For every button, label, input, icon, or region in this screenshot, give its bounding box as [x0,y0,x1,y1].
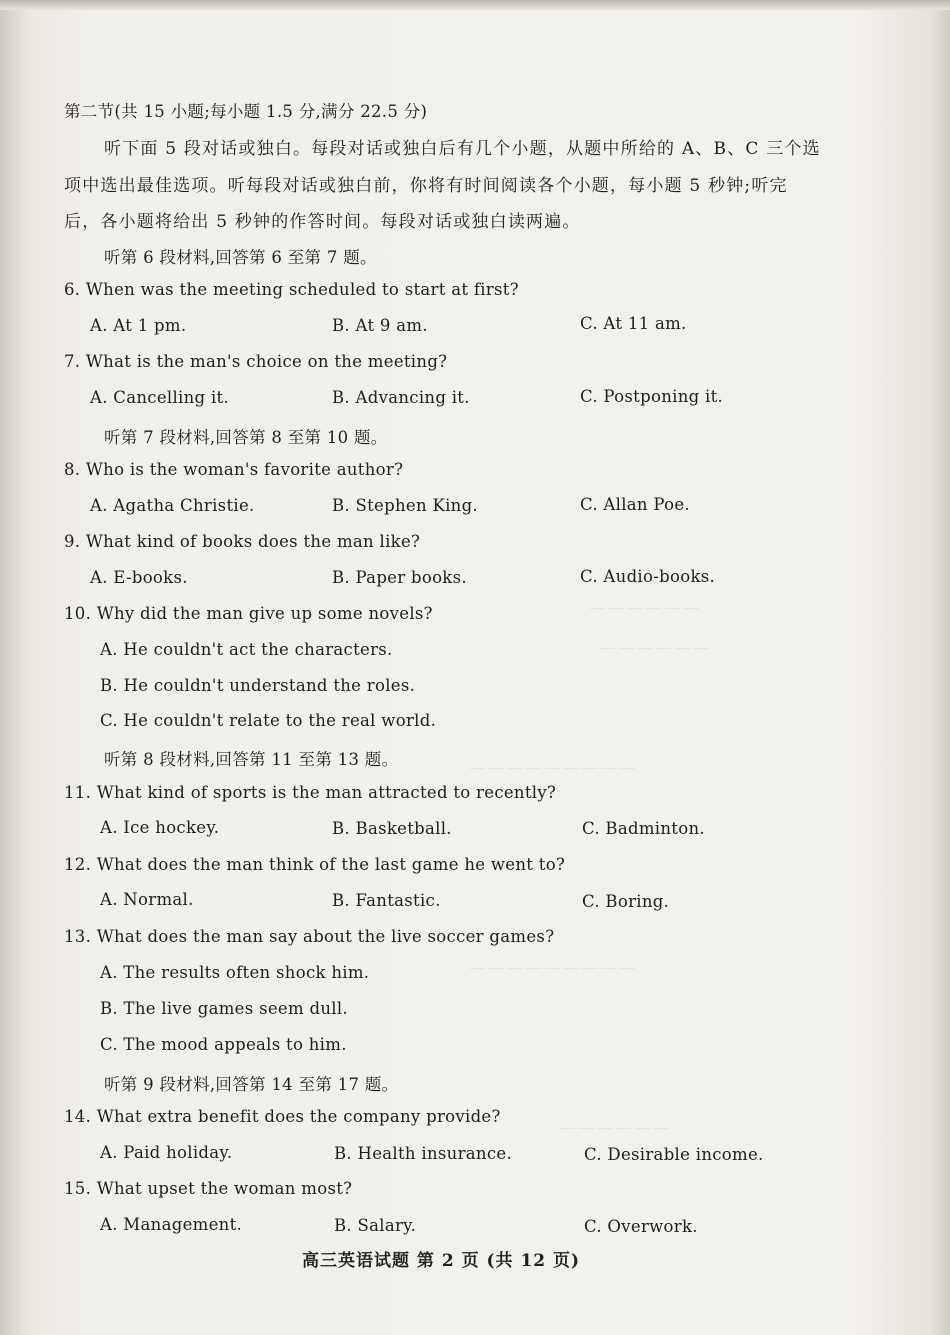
question-text: Who is the woman's favorite author? [85,460,404,479]
question-text: What does the man think of the last game he went to? [96,855,566,874]
question-number: 9. [64,532,81,551]
question-text: What is the man's choice on the meeting? [85,352,448,371]
question-number: 14. [64,1107,92,1126]
option-a: A. Paid holiday. [100,1143,233,1162]
instruction-line-3: 后，各小题将给出 5 秒钟的作答时间。每段对话或独白读两遍。 [64,212,581,232]
question-text: What upset the woman most? [96,1179,353,1198]
option-c: C. Boring. [582,892,670,911]
option-a: A. Normal. [100,890,194,909]
section-title: 第二节(共 15 小题;每小题 1.5 分,满分 22.5 分) [64,102,428,121]
question-text: Why did the man give up some novels? [96,604,433,623]
group-label: 听第 7 段材料,回答第 8 至第 10 题。 [104,428,388,447]
question-number: 10. [64,604,92,623]
option-b: B. Paper books. [332,568,467,587]
question-number: 11. [64,783,92,802]
option-c: C. He couldn't relate to the real world. [100,711,437,730]
option-c: C. Desirable income. [584,1145,764,1164]
question-9 [64,532,420,551]
question-text: When was the meeting scheduled to start at first? [85,280,519,299]
option-c: C. The mood appeals to him. [100,1035,347,1054]
bleed-through-mark: — — — — — — [560,1120,669,1136]
question-number: 13. [64,927,92,946]
option-b: B. Salary. [334,1216,417,1235]
question-6 [64,280,519,299]
question-8 [64,460,403,479]
bleed-through-mark: — — — — — — [600,640,709,656]
option-b: B. He couldn't understand the roles. [100,676,416,695]
option-b: B. At 9 am. [332,316,428,335]
question-7 [64,352,447,371]
question-text: What kind of books does the man like? [85,532,421,551]
option-c: C. At 11 am. [580,314,687,333]
option-c: C. Postponing it. [580,387,724,406]
question-15 [64,1179,352,1198]
option-a: A. The results often shock him. [100,963,370,982]
page-footer: 高三英语试题 第 2 页 (共 12 页) [302,1251,581,1271]
option-b: B. Fantastic. [332,891,441,910]
group-label: 听第 8 段材料,回答第 11 至第 13 题。 [104,750,399,769]
option-a: A. Management. [100,1215,243,1234]
question-11 [64,783,556,802]
scan-edge [0,0,950,10]
question-number: 6. [64,280,81,299]
question-13 [64,927,554,946]
option-b: B. Advancing it. [332,388,470,407]
option-a: A. At 1 pm. [90,316,187,335]
question-number: 8. [64,460,81,479]
option-a: A. He couldn't act the characters. [100,640,393,659]
bleed-through-mark: — — — — — — [590,600,699,616]
option-b: B. The live games seem dull. [100,999,348,1018]
option-a: A. Ice hockey. [100,818,220,837]
option-b: B. Stephen King. [332,496,478,515]
option-a: A. E-books. [90,568,188,587]
question-number: 7. [64,352,81,371]
bleed-through-mark: — — — — — — — — — [470,760,635,776]
bleed-through-mark: — — — — — — — — — [470,960,635,976]
group-label: 听第 6 段材料,回答第 6 至第 7 题。 [104,248,377,267]
option-a: A. Cancelling it. [90,388,230,407]
question-number: 12. [64,855,92,874]
instruction-line-2: 项中选出最佳选项。听每段对话或独白前，你将有时间阅读各个小题，每小题 5 秒钟;听完 [64,176,788,196]
option-a: A. Agatha Christie. [90,496,255,515]
question-text: What does the man say about the live soccer games? [96,927,555,946]
group-label: 听第 9 段材料,回答第 14 至第 17 题。 [104,1075,399,1094]
question-number: 15. [64,1179,92,1198]
option-b: B. Basketball. [332,819,452,838]
instruction-line-1: 听下面 5 段对话或独白。每段对话或独白后有几个小题，从题中所给的 A、B、C 三个选 [104,139,821,159]
question-10 [64,604,433,623]
option-b: B. Health insurance. [334,1144,512,1163]
option-c: C. Allan Poe. [580,495,690,514]
option-c: C. Badminton. [582,819,705,838]
question-text: What extra benefit does the company provide? [96,1107,501,1126]
question-14 [64,1107,501,1126]
option-c: C. Overwork. [584,1217,698,1236]
question-12 [64,855,565,874]
option-c: C. Audio-books. [580,567,716,586]
question-text: What kind of sports is the man attracted to recently? [96,783,557,802]
